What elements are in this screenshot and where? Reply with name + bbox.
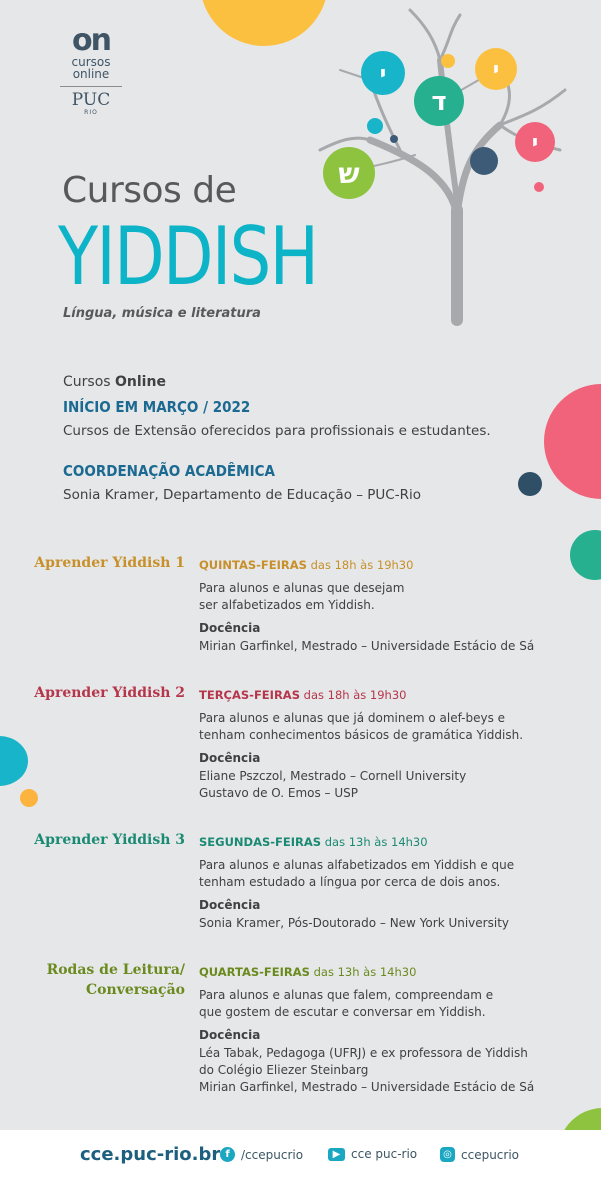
facebook-handle: /ccepucrio — [241, 1147, 304, 1162]
course-4-day: QUARTAS-FEIRAS — [199, 965, 310, 979]
logo-puc: PUC — [71, 90, 111, 110]
mode-bold: Online — [115, 374, 166, 390]
logo-rio: RIO — [84, 109, 98, 116]
course-3-schedule — [199, 835, 428, 849]
tree-letter-3: י — [492, 58, 500, 83]
instagram-handle: ccepucrio — [461, 1147, 520, 1162]
course-2-doc-label: Docência — [199, 751, 261, 765]
course-2-day: TERÇAS-FEIRAS — [199, 688, 300, 702]
site-link[interactable]: cce.puc-rio.br — [80, 1144, 221, 1165]
course-4-desc-1: Para alunos e alunas que falem, compreendam e — [199, 988, 494, 1002]
course-1-hours: das 18h às 19h30 — [306, 558, 414, 572]
decor-circle-cyan-left — [0, 736, 28, 786]
course-1-name: Aprender Yiddish 1 — [34, 555, 185, 571]
title-line2: YIDDISH — [58, 210, 318, 303]
course-4-schedule — [199, 965, 416, 979]
course-4-teacher-2: do Colégio Eliezer Steinbarg — [199, 1063, 369, 1077]
course-3-doc-label: Docência — [199, 898, 261, 912]
course-1-teacher-1: Mirian Garfinkel, Mestrado – Universidade Estácio de Sá — [199, 639, 535, 653]
logo-line1: cursos — [71, 55, 111, 69]
facebook-link[interactable] — [220, 1147, 303, 1162]
course-3-desc-1: Para alunos e alunas alfabetizados em Yiddish e que — [199, 858, 515, 872]
course-4-name-line2: Conversação — [86, 982, 185, 998]
footer — [0, 1130, 601, 1183]
decor-circle-yellow-left — [20, 789, 38, 807]
course-1-desc-1: Para alunos e alunas que desejam — [199, 581, 405, 595]
course-2-name: Aprender Yiddish 2 — [34, 685, 185, 701]
cursos-online-logo — [60, 23, 122, 116]
course-2-schedule — [199, 688, 406, 702]
coordination-heading: COORDENAÇÃO ACADÊMICA — [63, 462, 275, 480]
decor-circle-pink-right — [544, 384, 601, 499]
tree-letter-1: י — [379, 62, 387, 87]
tree-letter-5: ש — [338, 157, 360, 190]
course-1-day: QUINTAS-FEIRAS — [199, 558, 307, 572]
intro-description: Cursos de Extensão oferecidos para profissionais e estudantes. — [63, 423, 491, 439]
tree-illustration — [300, 0, 600, 330]
decor-circle-teal-right — [570, 530, 601, 580]
course-4-hours: das 13h às 14h30 — [309, 965, 417, 979]
instagram-icon: ◎ — [440, 1147, 455, 1162]
logo-mark: on — [72, 23, 110, 58]
course-4-name-line1: Rodas de Leitura/ — [46, 962, 185, 978]
course-4-doc-label: Docência — [199, 1028, 261, 1042]
course-3-day: SEGUNDAS-FEIRAS — [199, 835, 322, 849]
logo-line2: online — [72, 67, 110, 81]
youtube-link[interactable] — [328, 1147, 417, 1161]
subtitle: Língua, música e literatura — [63, 306, 261, 321]
mode-prefix: Cursos — [63, 374, 116, 390]
course-3-name: Aprender Yiddish 3 — [34, 832, 185, 848]
course-4-teacher-3: Mirian Garfinkel, Mestrado – Universidade Estácio de Sá — [199, 1080, 535, 1094]
course-2-desc-1: Para alunos e alunas que já dominem o alef-beys e — [199, 711, 506, 725]
tree-letter-2: ד — [431, 87, 447, 117]
youtube-handle: cce puc-rio — [351, 1147, 418, 1161]
coordination-name: Sonia Kramer, Departamento de Educação – PUC-Rio — [63, 487, 421, 503]
course-3-hours: das 13h às 14h30 — [321, 835, 428, 849]
course-2-teacher-1: Eliane Pszczol, Mestrado – Cornell University — [199, 769, 467, 783]
course-1-doc-label: Docência — [199, 621, 261, 635]
course-3-desc-2: tenham estudado a língua por cerca de dois anos. — [199, 875, 501, 889]
decor-circle-navy-right — [518, 472, 542, 496]
course-1-desc-2: ser alfabetizados em Yiddish. — [199, 598, 375, 612]
course-4-teacher-1: Léa Tabak, Pedagoga (UFRJ) e ex professora de Yiddish — [199, 1046, 528, 1060]
start-date: INÍCIO EM MARÇO / 2022 — [63, 398, 251, 416]
instagram-link[interactable] — [440, 1147, 519, 1162]
tree-letter-4: י — [531, 131, 539, 156]
course-1-schedule — [199, 558, 413, 572]
youtube-icon: ▶ — [328, 1148, 345, 1161]
facebook-icon: f — [220, 1147, 235, 1162]
title-line1: Cursos de — [62, 170, 237, 211]
course-2-teacher-2: Gustavo de O. Emos – USP — [199, 786, 359, 800]
logo-divider — [60, 86, 122, 87]
course-4-desc-2: que gostem de escutar e conversar em Yiddish. — [199, 1005, 486, 1019]
course-3-teacher-1: Sonia Kramer, Pós-Doutorado – New York University — [199, 916, 509, 930]
course-2-hours: das 18h às 19h30 — [299, 688, 407, 702]
course-2-desc-2: tenham conhecimentos básicos de gramática Yiddish. — [199, 728, 524, 742]
mode-line — [63, 374, 166, 390]
